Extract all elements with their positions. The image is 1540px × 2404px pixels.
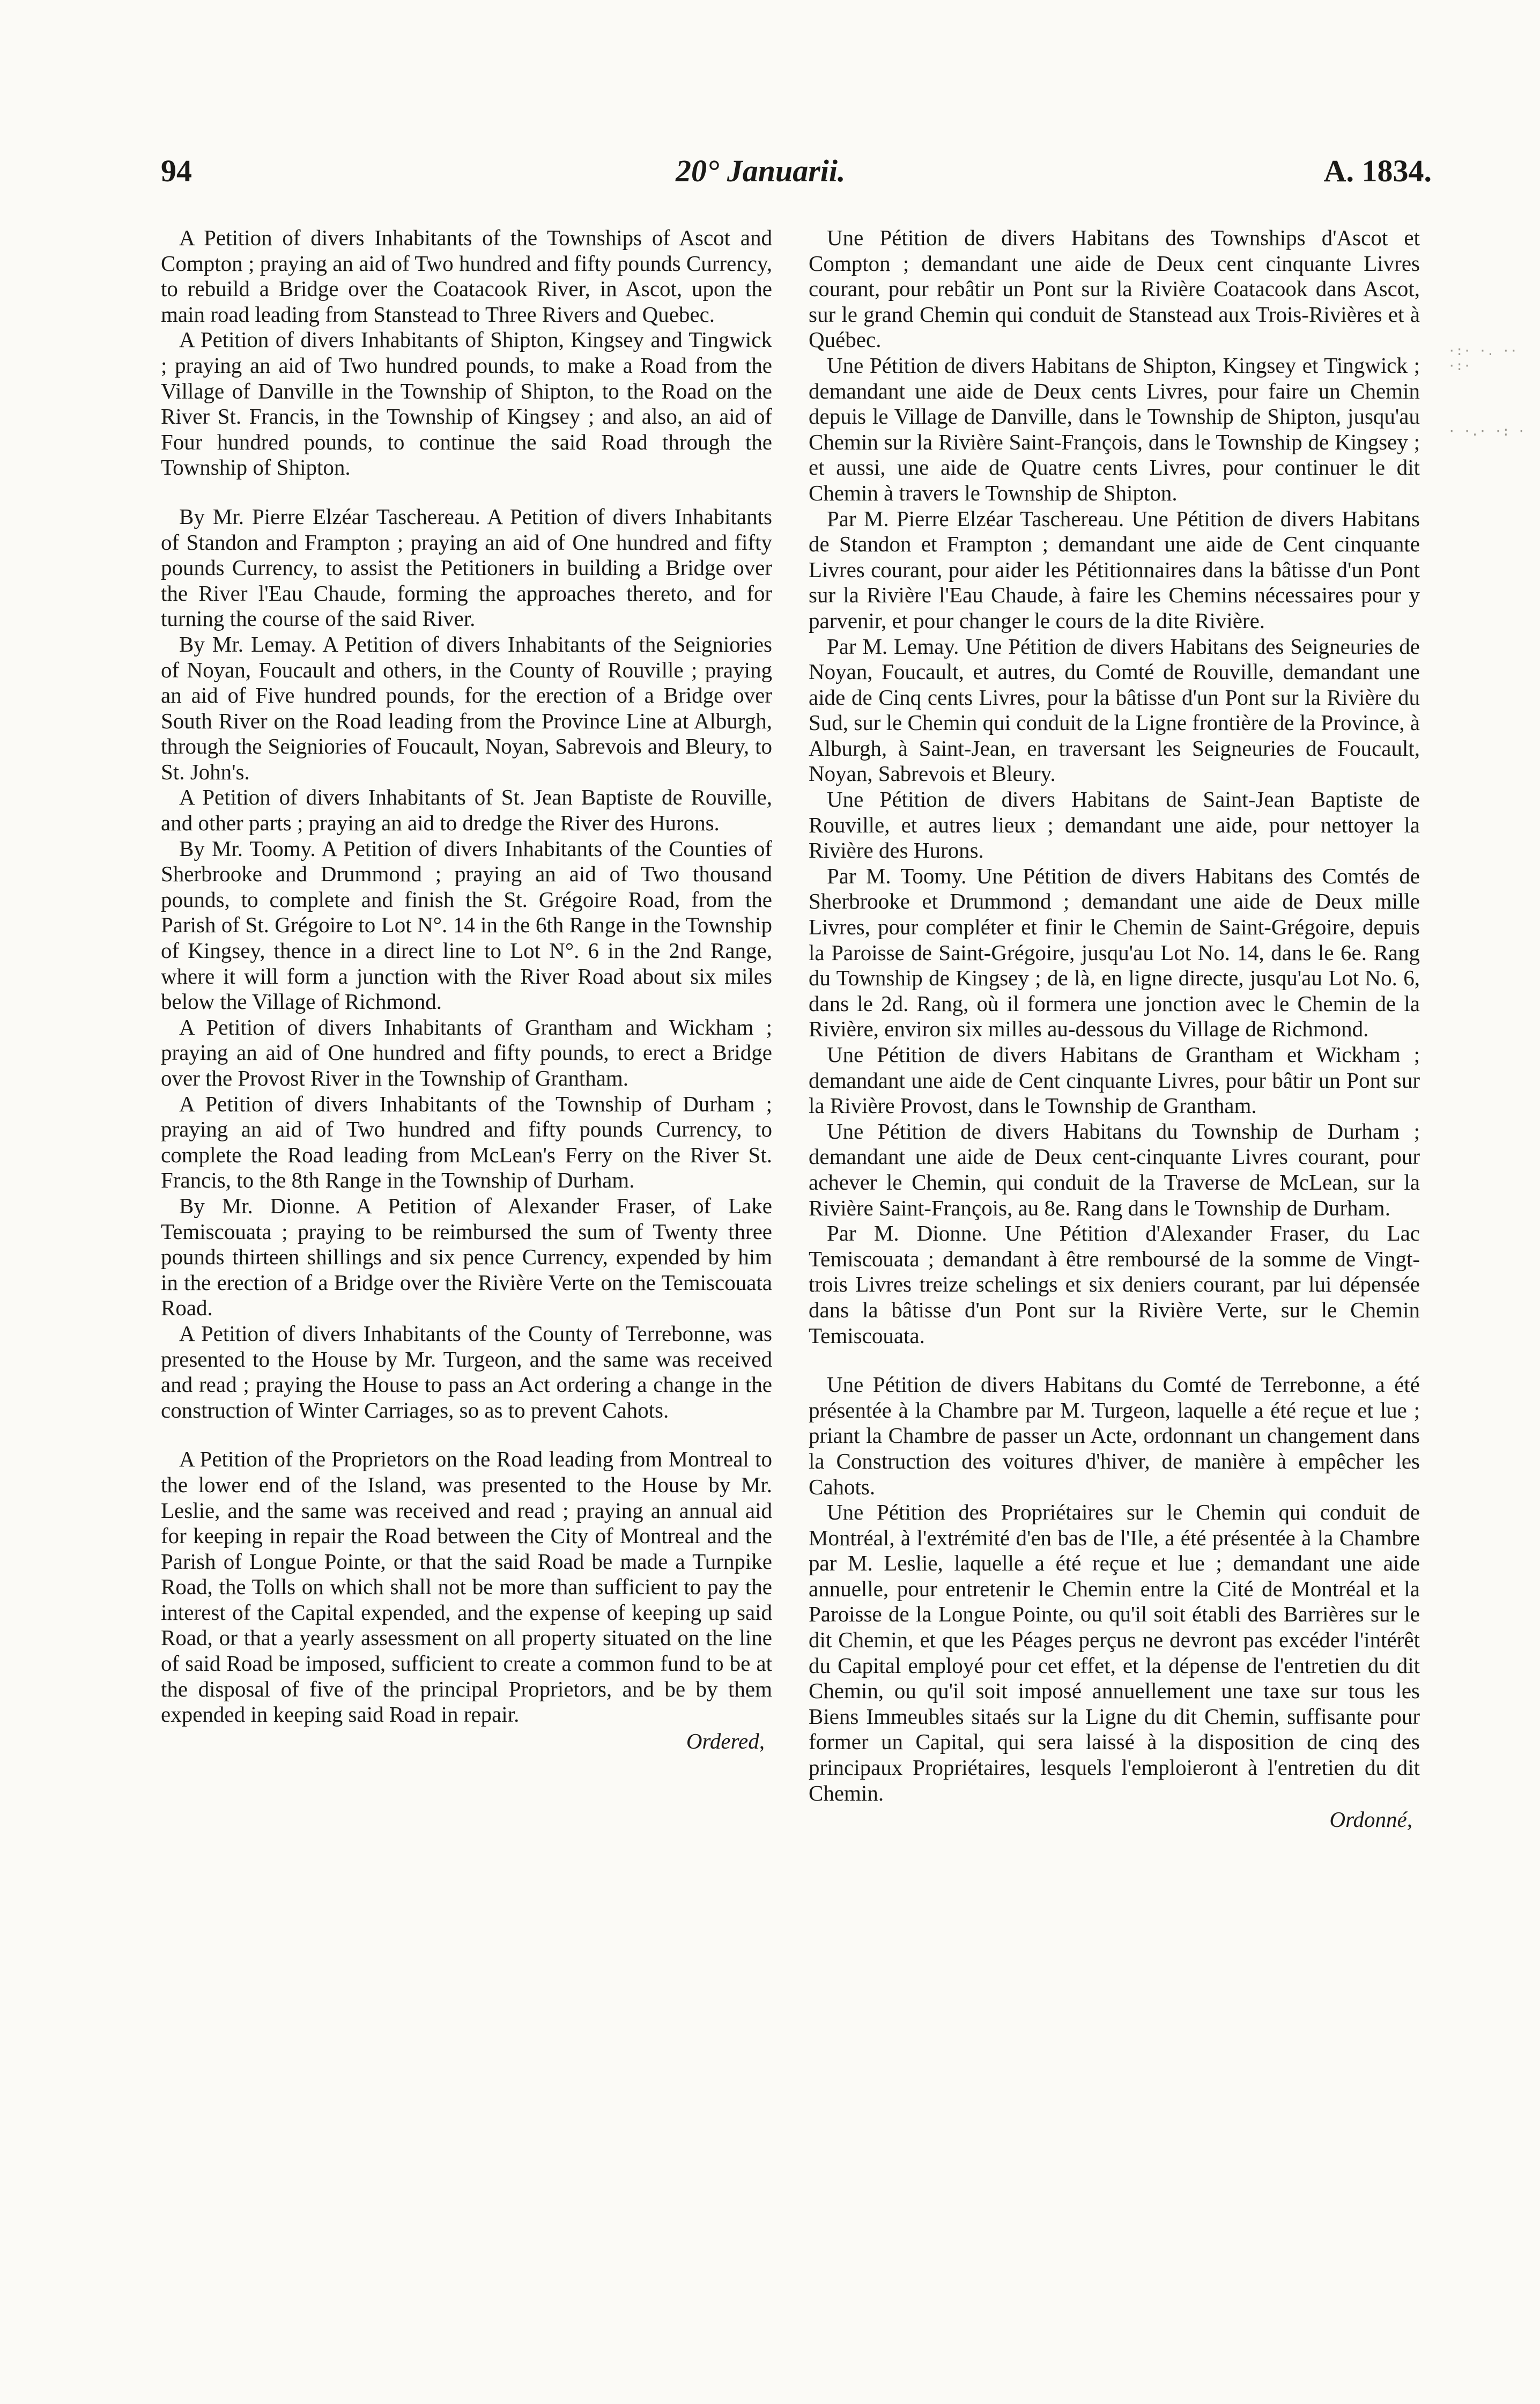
margin-bleed-marks <box>1448 343 1534 504</box>
page-year: A. 1834. <box>1323 153 1432 188</box>
english-paragraph: A Petition of divers Inhabitants of Grantham and Wickham ; praying an aid of One hundred and fifty pounds, to erect a Bridge over the Provost River in the Township of Grantham. <box>161 1014 772 1090</box>
english-paragraph: A Petition of divers Inhabitants of the Township of Durham ; praying an aid of Two hundred and fifty pounds Currency, to complete the Road leading from McLean's Ferry on the River St. Francis, to the 8th Range in the Township of Durham. <box>161 1091 772 1193</box>
french-paragraph: Une Pétition de divers Habitans du Township de Durham ; demandant une aide de Deux cent-cinquante Livres courant, pour achever le Chemin, qui conduit de la Traverse de McLean, sur la Rivière Saint-François, au 8e. Rang dans le Township de Durham. <box>809 1118 1420 1220</box>
page-header <box>161 153 1432 212</box>
bleed-mark: · ·.· ·: · <box>1448 424 1526 439</box>
english-catchword-text: Ordered, <box>686 1728 765 1753</box>
french-paragraph: Par M. Lemay. Une Pétition de divers Habitans des Seigneuries de Noyan, Foucault, et autres, du Comté de Rouville, demandant une aide de Cinq cents Livres, pour la bâtisse d'un Pont sur la Rivière du Sud, sur le Chemin qui conduit de la Ligne frontière de la Province, à Alburgh, à Saint-Jean, en traversant les Seigneuries de Foucault, Noyan, Sabrevois et Bleury. <box>809 633 1420 786</box>
french-paragraph: Par M. Toomy. Une Pétition de divers Habitans des Comtés de Sherbrooke et Drummond ; demandant une aide de Deux mille Livres, pour compléter et finir le Chemin de Saint-Grégoire, depuis la Paroisse de Saint-Grégoire, jusqu'au Lot No. 14, dans le 6e. Rang du Township de Kingsey ; de là, en ligne directe, jusqu'au Lot No. 6, dans le 2d. Rang, où il formera une jonction avec le Chemin de la Rivière, environ six milles au-dessous du Village de Richmond. <box>809 863 1420 1042</box>
page-number: 94 <box>161 153 192 188</box>
french-paragraph: Par M. Pierre Elzéar Taschereau. Une Pétition de divers Habitans de Standon et Frampton ; demandant une aide de Cent cinquante Livres courant, pour aider les Pétitionnaires dans la bâtisse d'un Pont sur la Rivière l'Eau Chaude, à faire les Chemins nécessaires pour y parvenir, et pour changer le cours de la dite Rivière. <box>809 506 1420 633</box>
english-paragraph: A Petition of divers Inhabitants of the County of Terrebonne, was presented to the House by Mr. Turgeon, and the same was received and read ; praying the House to pass an Act ordering a change in the construction of Winter Carriages, so as to prevent Cahots. <box>161 1321 772 1422</box>
english-paragraph: By Mr. Toomy. A Petition of divers Inhabitants of the Counties of Sherbrooke and Drummond ; praying an aid of Two thousand pounds, to complete and finish the St. Grégoire Road, from the Parish of St. Grégoire to Lot N°. 14 in the 6th Range in the Township of Kingsey, thence in a direct line to Lot N°. 6 in the 2nd Range, where it will form a junction with the River Road about six miles below the Village of Richmond. <box>161 836 772 1014</box>
french-paragraph: Une Pétition de divers Habitans du Comté de Terrebonne, a été présentée à la Chambre par M. Turgeon, laquelle a été reçue et lue ; priant la Chambre de passer un Acte, ordonnant un changement dans la Construction des voitures d'hiver, de manière à empêcher les Cahots. <box>809 1372 1420 1499</box>
french-paragraph: Une Pétition de divers Habitans des Townships d'Ascot et Compton ; demandant une aide de Deux cent cinquante Livres courant, pour rebâtir un Pont sur la Rivière Coatacook dans Ascot, sur le grand Chemin qui conduit de Stanstead aux Trois-Rivières et à Québec. <box>809 225 1420 352</box>
french-paragraph: Par M. Dionne. Une Pétition d'Alexander Fraser, du Lac Temiscouata ; demandant à être remboursé de la somme de Vingt-trois Livres treize schelings et six deniers courant, par lui dépensée dans la bâtisse d'un Pont sur la Rivière Verte, sur le Chemin Temiscouata. <box>809 1221 1420 1348</box>
french-paragraph: Une Pétition de divers Habitans de Shipton, Kingsey et Tingwick ; demandant une aide de Deux cents Livres, pour faire un Chemin depuis le Village de Danville, dans le Township de Shipton, jusqu'au Chemin sur la Rivière Saint-François, dans le Township de Kingsey ; et aussi, une aide de Quatre cents Livres, pour continuer le dit Chemin à travers le Township de Shipton. <box>809 352 1420 505</box>
french-column <box>809 225 1420 2258</box>
english-paragraph: A Petition of divers Inhabitants of the Townships of Ascot and Compton ; praying an aid of Two hundred and fifty pounds Currency, to rebuild a Bridge over the Coatacook River, in Ascot, upon the main road leading from Stanstead to Three Rivers and Quebec. <box>161 225 772 327</box>
english-paragraph: By Mr. Dionne. A Petition of Alexander Fraser, of Lake Temiscouata ; praying to be reimbursed the sum of Twenty three pounds thirteen shillings and six pence Currency, expended by him in the erection of a Bridge over the Rivière Verte on the Temiscouata Road. <box>161 1193 772 1321</box>
french-paragraph: Une Pétition de divers Habitans de Saint-Jean Baptiste de Rouville, et autres lieux ; demandant une aide, pour nettoyer la Rivière des Hurons. <box>809 787 1420 863</box>
french-paragraph: Une Pétition de divers Habitans de Grantham et Wickham ; demandant une aide de Cent cinquante Livres, pour bâtir un Pont sur la Rivière Provost, dans le Township de Grantham. <box>809 1042 1420 1118</box>
french-catchword <box>809 1807 1420 1833</box>
english-catchword <box>161 1729 772 1754</box>
bleed-mark: ·:· ·. ·· ·:· <box>1448 343 1518 373</box>
english-paragraph: A Petition of divers Inhabitants of St. Jean Baptiste de Rouville, and other parts ; praying an aid to dredge the River des Hurons. <box>161 785 772 836</box>
page-date: 20° Januarii. <box>676 153 846 188</box>
english-paragraph: By Mr. Pierre Elzéar Taschereau. A Petition of divers Inhabitants of Standon and Frampton ; praying an aid of One hundred and fifty pounds Currency, to assist the Petitioners in building a Bridge over the River l'Eau Chaude, forming the approaches thereto, and for turning the course of the said River. <box>161 504 772 631</box>
english-paragraph: A Petition of the Proprietors on the Road leading from Montreal to the lower end of the Island, was presented to the House by Mr. Leslie, and the same was received and read ; praying an annual aid for keeping in repair the Road between the City of Montreal and the Parish of Longue Pointe, or that the said Road be made a Turnpike Road, the Tolls on which shall not be more than sufficient to pay the interest of the Capital expended, and the expense of keeping up said Road, or that a yearly assessment on all property situated on the line of said Road be imposed, sufficient to create a common fund to be at the disposal of five of the principal Proprietors, and be by them expended in keeping said Road in repair. <box>161 1447 772 1727</box>
english-paragraph: By Mr. Lemay. A Petition of divers Inhabitants of the Seigniories of Noyan, Foucault and others, in the County of Rouville ; praying an aid of Five hundred pounds, for the erection of a Bridge over South River on the Road leading from the Province Line at Alburgh, through the Seigniories of Foucault, Noyan, Sabrevois and Bleury, to St. John's. <box>161 631 772 784</box>
french-catchword-text: Ordonné, <box>1329 1807 1412 1832</box>
english-paragraph: A Petition of divers Inhabitants of Shipton, Kingsey and Tingwick ; praying an aid of Two hundred pounds, to make a Road from the Village of Danville in the Township of Shipton, to the Road on the River St. Francis, in the Township of Kingsey ; and also, an aid of Four hundred pounds, to continue the said Road through the Township of Shipton. <box>161 327 772 480</box>
french-paragraph: Une Pétition des Propriétaires sur le Chemin qui conduit de Montréal, à l'extrémité d'en bas de l'Ile, a été présentée à la Chambre par M. Leslie, laquelle a été reçue et lue ; demandant une aide annuelle, pour entretenir le Chemin entre la Cité de Montréal et la Paroisse de la Longue Pointe, ou qu'il soit établi des Barrières sur le dit Chemin, et que les Péages perçus ne devront pas excéder l'intérêt du Capital employé pour cet effet, et la dépense de l'entretien du dit Chemin, ou qu'il soit imposé annuellement une taxe sur tous les Biens Immeubles sitaés sur la Ligne du dit Chemin, suffisante pour former un Capital, qui sera laissé à la disposition de cinq des principaux Propriétaires, lesquels l'emploieront à l'entretien du dit Chemin. <box>809 1500 1420 1805</box>
english-column <box>161 225 772 2258</box>
